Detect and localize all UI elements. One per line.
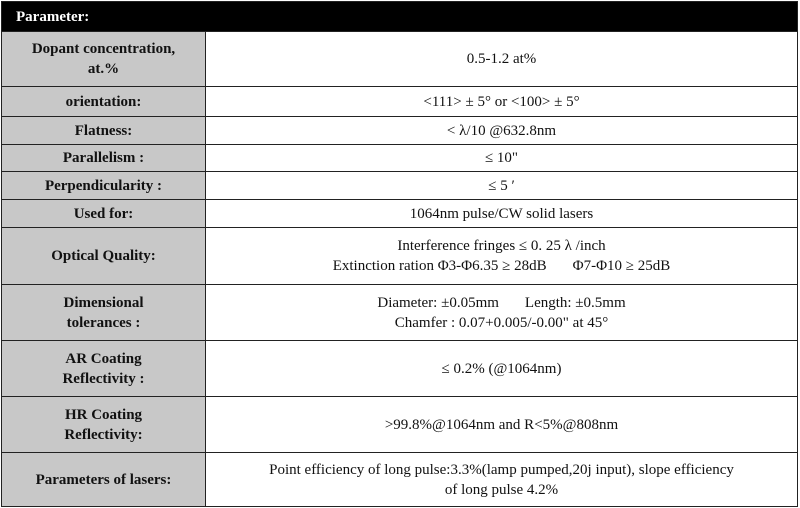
row-value: ≤ 10" bbox=[206, 145, 798, 172]
row-label bbox=[2, 341, 206, 397]
row-label-line: Reflectivity : bbox=[62, 370, 145, 387]
table-header-row bbox=[2, 2, 798, 32]
row-label: Flatness: bbox=[2, 117, 206, 145]
table-row bbox=[2, 117, 798, 145]
row-value: < λ/10 @632.8nm bbox=[206, 117, 798, 145]
row-label: Parallelism : bbox=[2, 145, 206, 172]
row-value bbox=[206, 32, 798, 87]
row-value-line: Interference fringes ≤ 0. 25 λ /inch bbox=[397, 238, 606, 254]
table-row bbox=[2, 145, 798, 172]
row-label-line: Dimensional bbox=[63, 294, 144, 311]
row-label: Optical Quality: bbox=[2, 228, 206, 285]
row-label: Parameters of lasers: bbox=[2, 453, 206, 507]
row-label: orientation: bbox=[2, 87, 206, 117]
table-row bbox=[2, 228, 798, 285]
row-value-part: Diameter: ±0.05mm bbox=[377, 294, 499, 311]
row-label-line: AR Coating bbox=[65, 350, 142, 367]
table-row bbox=[2, 87, 798, 117]
parameter-table bbox=[1, 1, 798, 507]
row-label-line: at.% bbox=[87, 61, 120, 77]
row-value-line bbox=[210, 293, 793, 313]
row-label bbox=[2, 397, 206, 453]
row-value bbox=[206, 228, 798, 285]
row-value: >99.8%@1064nm and R<5%@808nm bbox=[206, 397, 798, 453]
row-label bbox=[2, 285, 206, 341]
row-label: Used for: bbox=[2, 200, 206, 228]
row-value-text: 0.5-1.2 at% bbox=[466, 51, 537, 67]
row-value-line bbox=[210, 256, 793, 276]
row-label-line: tolerances : bbox=[66, 314, 141, 331]
row-label: Perpendicularity : bbox=[2, 172, 206, 200]
row-value-line: Chamfer : 0.07+0.005/-0.00" at 45° bbox=[394, 314, 609, 331]
row-value-part: Φ7-Φ10 ≥ 25dB bbox=[572, 258, 671, 274]
row-value: ≤ 0.2% (@1064nm) bbox=[206, 341, 798, 397]
row-value-part: Extinction ration Φ3-Φ6.35 ≥ 28dB bbox=[332, 258, 547, 274]
row-value bbox=[206, 285, 798, 341]
table-row bbox=[2, 285, 798, 341]
row-value: ≤ 5 ′ bbox=[206, 172, 798, 200]
row-label-line: Dopant concentration, bbox=[31, 41, 176, 57]
table-row bbox=[2, 32, 798, 87]
table-row bbox=[2, 453, 798, 507]
row-label bbox=[2, 32, 206, 87]
row-label-line: HR Coating bbox=[64, 406, 143, 423]
row-value-line: of long pulse 4.2% bbox=[444, 481, 559, 498]
row-value: <111> ± 5° or <100> ± 5° bbox=[206, 87, 798, 117]
row-value-line: Point efficiency of long pulse:3.3%(lamp pumped,20j input), slope efficiency bbox=[269, 461, 734, 478]
table-row bbox=[2, 172, 798, 200]
row-value: 1064nm pulse/CW solid lasers bbox=[206, 200, 798, 228]
table-row bbox=[2, 397, 798, 453]
table-header: Parameter: bbox=[2, 2, 798, 32]
row-value bbox=[206, 453, 798, 507]
row-value-part: Length: ±0.5mm bbox=[524, 294, 626, 311]
table-row bbox=[2, 200, 798, 228]
row-label-line: Reflectivity: bbox=[64, 426, 143, 443]
table-row bbox=[2, 341, 798, 397]
